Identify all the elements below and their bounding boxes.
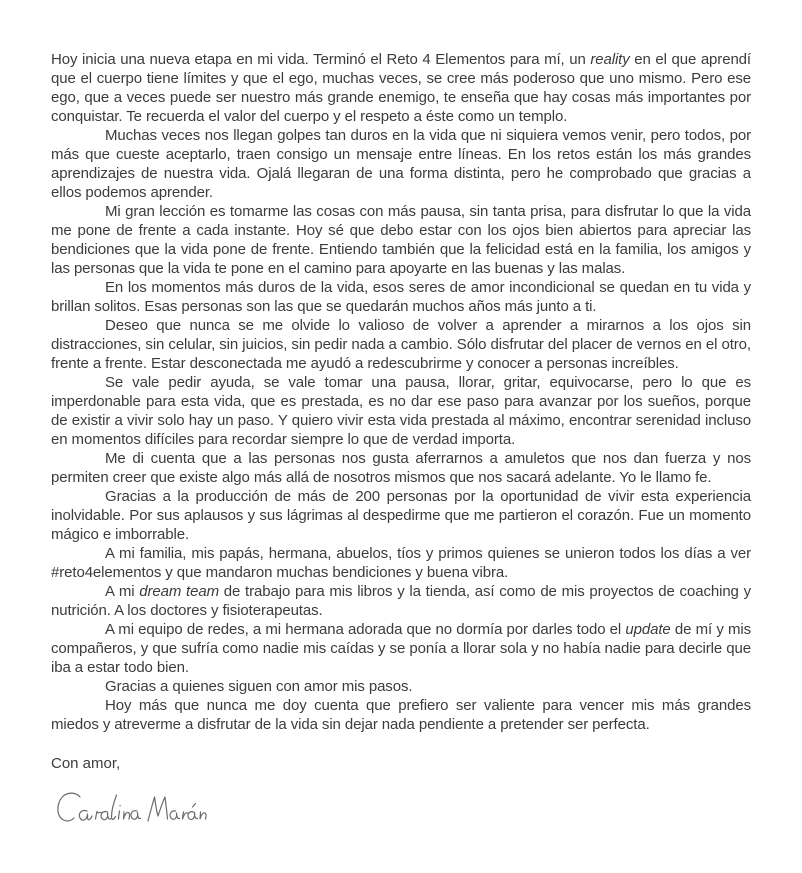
paragraph: A mi familia, mis papás, hermana, abuelos, tíos y primos quienes se unieron todos los días a ver #reto4elementos y que mandaron muchas bendiciones y buena vibra. (51, 545, 751, 581)
paragraph: A mi dream team de trabajo para mis libros y la tienda, así como de mis proyectos de coaching y nutrición. A los doctores y fisioterapeutas. (51, 583, 751, 619)
paragraph: Gracias a la producción de más de 200 personas por la oportunidad de vivir esta experiencia inolvidable. Por sus aplausos y sus lágrimas al despedirme que me partieron el corazón. Fue un momento mágico e imborrable. (51, 488, 751, 543)
paragraph: Muchas veces nos llegan golpes tan duros en la vida que ni siquiera vemos venir, pero todos, por más que cueste aceptarlo, traen consigo un mensaje entre líneas. En los retos están los más grandes aprendizajes de nuestra vida. Ojalá llegaran de una forma distinta, pero he comprobado que gracias a ellos podemos aprender. (51, 127, 751, 201)
paragraph: Me di cuenta que a las personas nos gusta aferrarnos a amuletos que nos dan fuerza y nos permiten creer que existe algo más allá de nosotros mismos que nos sacará adelante. Yo le llamo fe. (51, 450, 751, 486)
paragraph: A mi equipo de redes, a mi hermana adorada que no dormía por darles todo el update de mí y mis compañeros, y que sufría como nadie mis caídas y se ponía a llorar sola y no había nadie para decirle que iba a estar todo bien. (51, 621, 751, 676)
letter-body (51, 50, 751, 734)
paragraph: En los momentos más duros de la vida, esos seres de amor incondicional se quedan en tu vida y brillan solitos. Esas personas son las que se quedarán muchos años más junto a ti. (51, 279, 751, 315)
signature (51, 785, 211, 835)
paragraph: Hoy inicia una nueva etapa en mi vida. Terminó el Reto 4 Elementos para mí, un reality en el que aprendí que el cuerpo tiene límites y que el ego, muchas veces, se cree más poderoso que uno mismo. Pero ese ego, que a veces puede ser nuestro más grande enemigo, te enseña que hay cosas más importantes por conquistar. Te recuerda el valor del cuerpo y el respeto a éste como un templo. (51, 51, 751, 125)
paragraph: Se vale pedir ayuda, se vale tomar una pausa, llorar, gritar, equivocarse, pero lo que es imperdonable para esta vida, que es prestada, es no dar ese paso para avanzar por los sueños, porque de existir a vivir solo hay un paso. Y quiero vivir esta vida prestada al máximo, encontrar serenidad incluso en momentos difíciles para recordar siempre lo que de verdad importa. (51, 374, 751, 448)
paragraph: Deseo que nunca se me olvide lo valioso de volver a aprender a mirarnos a los ojos sin distracciones, sin celular, sin juicios, sin pedir nada a cambio. Sólo disfrutar del placer de vernos en el otro, frente a frente. Estar desconectada me ayudó a redescubrirme y conocer a personas increíbles. (51, 317, 751, 372)
paragraph: Hoy más que nunca me doy cuenta que prefiero ser valiente para vencer mis más grandes miedos y atreverme a disfrutar de la vida sin dejar nada pendiente a pretender ser perfecta. (51, 697, 751, 733)
closing: Con amor, (51, 755, 121, 772)
paragraph: Gracias a quienes siguen con amor mis pasos. (105, 678, 413, 695)
signature-handwriting-icon (51, 785, 211, 835)
paragraph: Mi gran lección es tomarme las cosas con más pausa, sin tanta prisa, para disfrutar lo que la vida me pone de frente a cada instante. Hoy sé que debo estar con los ojos bien abiertos para apreciar las bendiciones que la vida pone de frente. Entiendo también que la felicidad está en la familia, los amigos y las personas que la vida te pone en el camino para apoyarte en las buenas y las malas. (51, 203, 751, 277)
